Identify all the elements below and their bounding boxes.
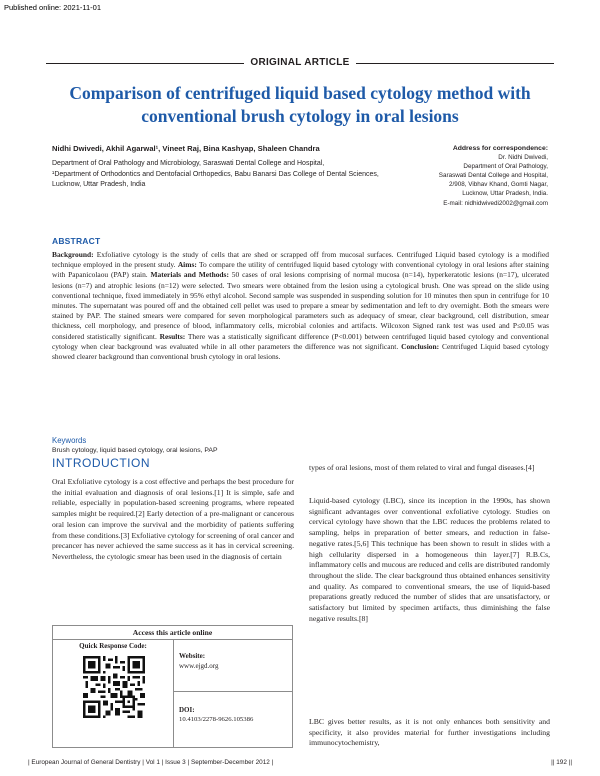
abstract-background: Exfoliative cytology is the study of cells that are shed or scrapped off from mucosal surfaces. Centrifuged Liquid based cytology is a modified technique employed in the present study. xyxy=(52,250,549,270)
correspondence-block xyxy=(398,144,548,208)
abstract-methods-label: Materials and Methods: xyxy=(150,270,229,280)
affiliations xyxy=(52,159,392,191)
introduction-heading: INTRODUCTION xyxy=(52,456,150,470)
qr-code-cell xyxy=(53,640,174,747)
introduction-paragraph-1-continued: types of oral lesions, most of them related to viral and fungal diseases.[4] xyxy=(309,463,535,472)
doi-link[interactable]: 10.4103/2278-9626.105386 xyxy=(179,716,254,723)
correspondence-line: Saraswati Dental College and Hospital, xyxy=(438,172,548,180)
section-label-text: ORIGINAL ARTICLE xyxy=(244,57,355,68)
website-link[interactable]: www.ejgd.org xyxy=(179,662,219,670)
correspondence-line: Lucknow, Uttar Pradesh, India. xyxy=(462,190,548,198)
page-number: || 192 || xyxy=(551,759,572,766)
correspondence-email[interactable]: E-mail: nidhidwivedi2002@gmail.com xyxy=(443,199,548,207)
keywords-heading: Keywords xyxy=(52,436,87,445)
website-cell xyxy=(174,640,292,692)
doi-cell xyxy=(174,692,292,747)
abstract-methods: 50 cases of oral lesions comprising of normal mucosa (n=14), hyperkeratotic lesions (n=17), ulcerated lesions (n=7) and atrophic lesions (n=12) were selected. Two smears were obtained from the lesion using a cytological brush. One was spread on the slide using conventional technique, fixed immediately in 95% ethyl alcohol. Second sample was suspended in suspending solution for 10 minutes then spun in centrifuge for 10 minutes. The supernatant was poured off and the obtained cell pellet was used to prepare a smear by sedimentation and left to dry overnight. Both the smears were stained by PAP. The stained smears were compared for seven morphological parameters such as adequacy of smear, clear background, cell distribution, smear thickness, cell morphology, and presence of blood, inflammatory cells, microbial colonies and artifacts. Wilcoxon Signed rank test was used and P≤0.05 was considered statistically significant. xyxy=(52,270,550,341)
keywords-list: Brush cytology, liquid based cytology, oral lesions, PAP xyxy=(52,447,218,454)
qr-code-label: Quick Response Code: xyxy=(79,642,147,650)
correspondence-line: Department of Oral Pathology, xyxy=(463,163,548,171)
website-label: Website: xyxy=(179,652,206,660)
published-date: Published online: 2021-11-01 xyxy=(4,3,102,12)
correspondence-heading: Address for correspondence: xyxy=(452,145,548,152)
abstract-heading: ABSTRACT xyxy=(52,236,101,246)
affiliation-1: Department of Oral Pathology and Microbiology, Saraswati Dental College and Hospital, xyxy=(52,160,325,167)
abstract-results: There was a statistically significant difference (P<0.001) between centrifuged liquid based cytology and conventional cytology when clear background was evaluated while in all other parameters the difference was not significant. xyxy=(52,331,549,351)
abstract-body xyxy=(52,250,549,362)
abstract-conclusion-label: Conclusion: xyxy=(401,341,440,351)
section-label xyxy=(46,57,554,68)
abstract-aims-label: Aims: xyxy=(177,260,197,270)
affiliation-2: ¹Department of Orthodontics and Dentofacial Orthopedics, Babu Banarsi Das College of Dental Sciences, Lucknow, Uttar Pradesh, India xyxy=(52,170,379,188)
correspondence-line: Dr. Nidhi Dwivedi, xyxy=(498,154,548,162)
introduction-paragraph-1: Oral Exfoliative cytology is a cost effective and perhaps the best procedure for the initial evaluation and diagnosis of oral lesions.[1] It is simple, safe and reliable, especially in population-based screening programs, where repeated samples might be required.[2] Early detection of a pre-malignant or cancerous oral lesion can improve the survival and the morbidity of patients suffering from these conditions.[3] Exfoliative cytology for screening of oral cancer and precancer has never achieved the same success as it has in cervical screening. Nevertheless, the cytologic smear has been used in the diagnosis of certain xyxy=(52,477,294,561)
article-title: Comparison of centrifuged liquid based cytology method with conventional brush cytology in oral lesions xyxy=(69,83,531,126)
correspondence-line: 2/908, Vibhav Khand, Gomti Nagar, xyxy=(449,181,548,189)
doi-label: DOI: xyxy=(179,706,195,714)
section-label-row xyxy=(46,57,554,69)
abstract-conclusion: Centrifuged Liquid based cytology showed clearer background than conventional brush cytology in oral lesions. xyxy=(52,341,549,362)
access-article-box xyxy=(52,625,293,748)
abstract-results-label: Results: xyxy=(159,331,186,341)
abstract-aims: To compare the utility of centrifuged liquid based cytology with conventional cytology in oral lesions after staining with Papanicolaou (PAP) stain. xyxy=(52,260,549,280)
abstract-background-label: Background: xyxy=(52,250,94,259)
access-box-heading: Access this article online xyxy=(53,626,292,640)
introduction-paragraph-3: LBC gives better results, as it is not only enhances both sensitivity and specificity, it also provides material for further investigations including immunocytochemistry, xyxy=(309,717,550,748)
introduction-paragraph-2: Liquid-based cytology (LBC), since its inception in the 1990s, has shown significant advantages over conventional exfoliative cytology. Studies on cervical cytology have shown that the LBC reduces the problems related to sampling, helps in preparation of better smears, and reduction in false-negative rates.[5,6] This technique has been shown to result in slides with a high cellularity dispersed in a homogeneous thin layer.[7] R.B.Cs, inflammatory cells and mucous are reduced and cells are distributed randomly throughout the slide. The clear background thus obtained enhances sensitivity and quality. As compared to conventional smears, the use of liquid-based preparations greatly reduced the number of slides that are unsatisfactory, or satisfactory but limited by specimen artifacts, thus diminishing the false negative results.[8] xyxy=(309,496,550,623)
author-list: Nidhi Dwivedi, Akhil Agarwal¹, Vineet Raj, Bina Kashyap, Shaleen Chandra xyxy=(52,144,320,153)
journal-citation: | European Journal of General Dentistry | Vol 1 | Issue 3 | September-December 2012 | xyxy=(28,759,274,766)
qr-code-icon[interactable] xyxy=(83,656,145,718)
